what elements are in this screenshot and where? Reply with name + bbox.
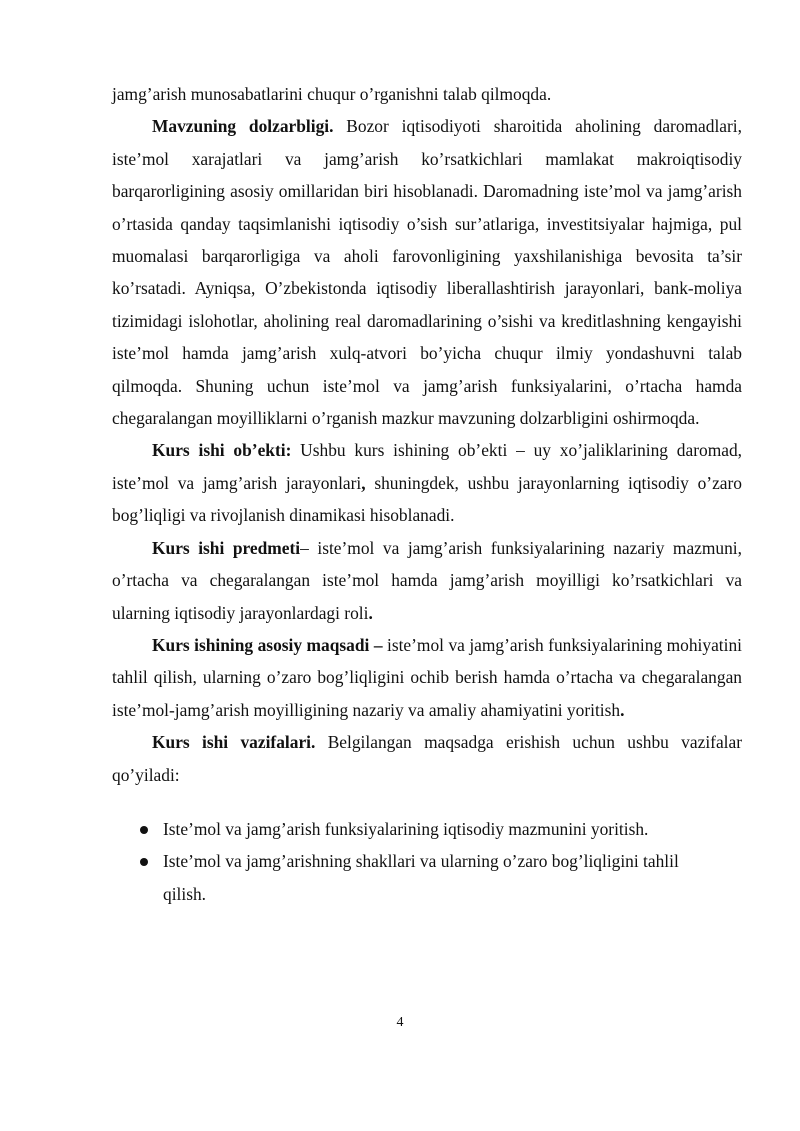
paragraph-heading-subject: Kurs ishi predmeti <box>152 537 301 558</box>
paragraph-tasks <box>112 726 742 791</box>
paragraph-object <box>112 434 742 531</box>
paragraph-goal <box>112 629 742 726</box>
paragraph-text-goal: iste’mol va jamg’arish funksiyalarining mohiyatini tahlil qilish, ularning o’zaro bog’liqligini ochib berish hamda o’rtacha va chegaralangan iste’mol-jamg’arish moyilligining nazariy va amaliy ahamiyatini yoritish <box>112 634 742 720</box>
paragraph-text-tasks: Belgilangan maqsadga erishish uchun ushbu vazifalar qo’yiladi: <box>112 732 743 785</box>
bullet-icon <box>140 858 148 866</box>
paragraph-subject <box>112 532 742 629</box>
document-body <box>112 78 742 910</box>
paragraph-end-goal: . <box>620 699 625 720</box>
paragraph-bold-comma: , <box>361 472 366 493</box>
paragraph-heading-relevance: Mavzuning dolzarbligi. <box>152 116 334 137</box>
list-item <box>112 845 742 910</box>
paragraph-heading-tasks: Kurs ishi vazifalari. <box>152 732 316 753</box>
paragraph-relevance <box>112 110 742 434</box>
list-item-text: Iste’mol va jamg’arishning shakllari va ularning o’zaro bog’liqligini tahlil qilish. <box>163 851 679 904</box>
page-number: 4 <box>396 1015 404 1030</box>
task-list <box>112 813 742 910</box>
paragraph-text-object-b: shuningdek, ushbu jarayonlarning iqtisodiy o’zaro bog’liqligi va rivojlanish dinamikasi hisoblanadi. <box>112 472 742 526</box>
paragraph-continuation: jamg’arish munosabatlarini chuqur o’rganishni talab qilmoqda. <box>112 84 552 104</box>
paragraph-heading-goal: Kurs ishining asosiy maqsadi – <box>152 634 383 655</box>
paragraph-end-subject: . <box>368 602 373 623</box>
paragraph-text-object-a: Ushbu kurs ishining ob’ekti – uy xo’jaliklarining daromad, iste’mol va jamg’arish jarayonlari <box>112 440 742 493</box>
list-item <box>112 813 742 845</box>
bullet-icon <box>140 826 148 834</box>
list-item-text: Iste’mol va jamg’arish funksiyalarining iqtisodiy mazmunini yoritish. <box>163 818 649 839</box>
paragraph-heading-object: Kurs ishi ob’ekti: <box>152 440 292 461</box>
paragraph-text-subject: – iste’mol va jamg’arish funksiyalarining nazariy mazmuni, o’rtacha va chegaralangan iste’mol hamda jamg’arish moyilligi ko’rsatkichlari va ularning iqtisodiy jarayonlardagi roli <box>112 537 742 623</box>
paragraph-text-relevance: Bozor iqtisodiyoti sharoitida aholining daromadlari, iste’mol xarajatlari va jamg’arish ko’rsatkichlari mamlakat makroiqtisodiy barqarorligining asosiy omillaridan biri hisoblanadi. Daromadning iste’mol va jamg’arish o’rtasida qanday taqsimlanishi iqtisodiy o’sish sur’atlariga, investitsiyalar hajmiga, pul muomalasi barqarorligiga va aholi farovonligining yaxshilanishiga bevosita ta’sir ko’rsatadi. Ayniqsa, O’zbekistonda iqtisodiy liberallashtirish jarayonlari, bank-moliya tizimidagi islohotlar, aholining real daromadlarining o’sishi va kreditlashning kengayishi iste’mol hamda jamg’arish xulq-atvori bo’yicha chuqur ilmiy yondashuvni talab qilmoqda. Shuning uchun iste’mol va jamg’arish funksiyalarini, o’rtacha hamda chegaralangan moyilliklarni o’rganish mazkur mavzuning dolzarbligini oshirmoqda. <box>112 116 742 429</box>
